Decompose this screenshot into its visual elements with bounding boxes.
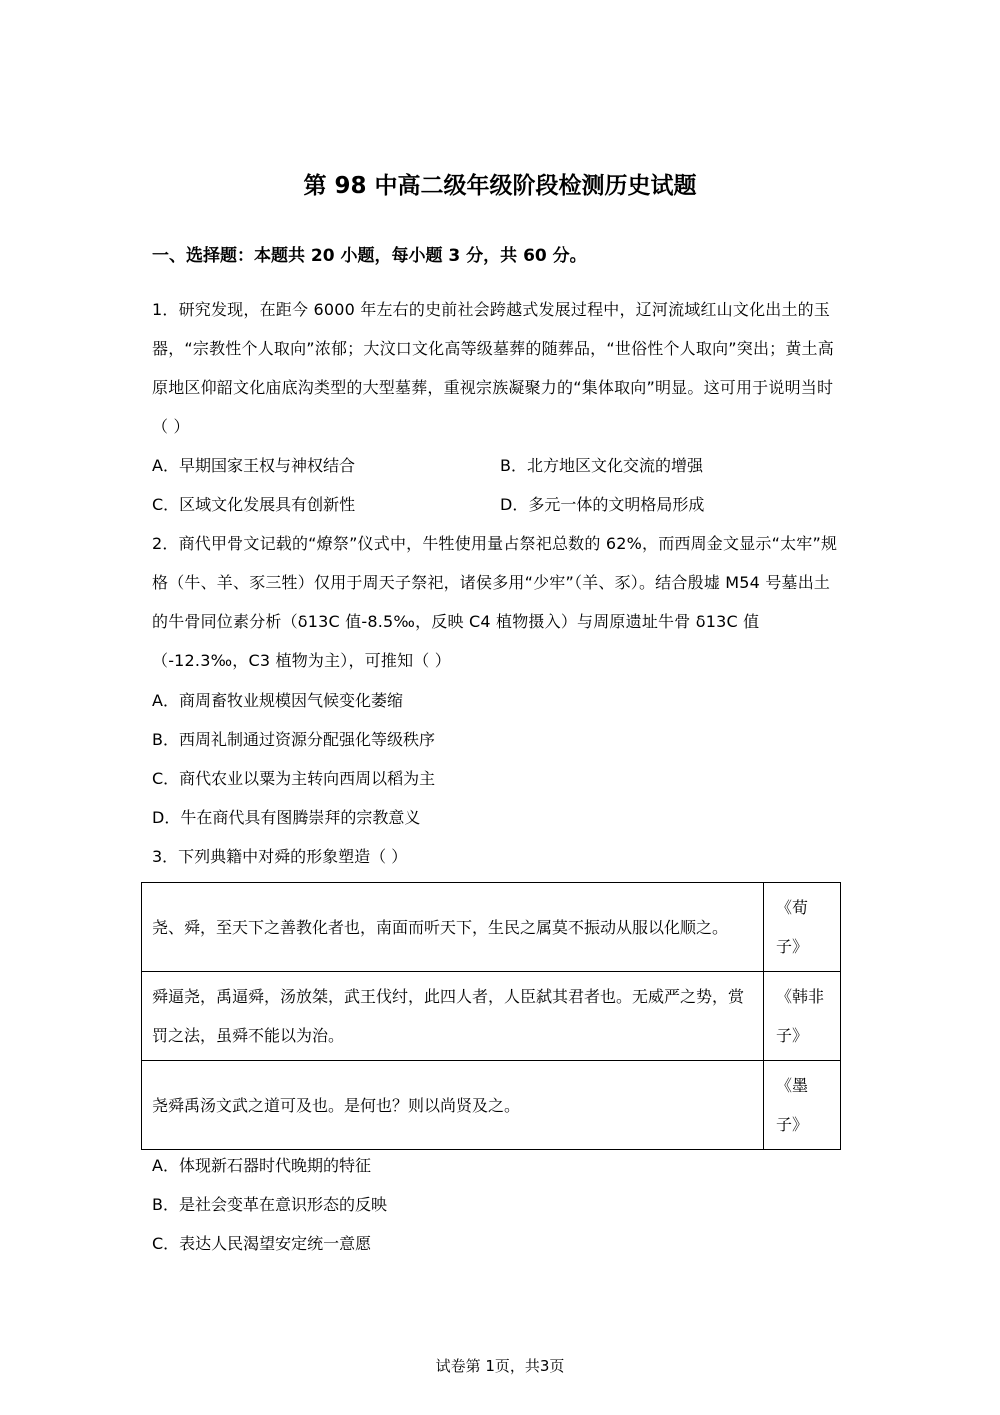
quote-text: 尧舜禹汤文武之道可及也。是何也？则以尚贤及之。 [142,1061,764,1150]
quotes-table [141,882,841,1150]
question-2-option-d: D．牛在商代具有图腾崇拜的宗教意义 [152,808,421,827]
question-3-option-b: B．是社会变革在意识形态的反映 [152,1195,387,1214]
table-row [142,883,841,972]
question-3-stem: 3．下列典籍中对舜的形象塑造（ ） [152,847,408,866]
quote-text: 尧、舜，至天下之善教化者也，南面而听天下，生民之属莫不振动从服以化顺之。 [142,883,764,972]
page-title: 第 98 中高二级年级阶段检测历史试题 [303,173,697,199]
question-2-option-b: B．西周礼制通过资源分配强化等级秩序 [152,730,435,749]
quote-source: 《荀子》 [764,883,841,972]
question-1-option-c: C．区域文化发展具有创新性 [152,495,356,514]
section-heading: 一、选择题：本题共 20 小题，每小题 3 分，共 60 分。 [152,246,587,266]
quote-source: 《韩非子》 [764,972,841,1061]
question-2-option-a: A．商周畜牧业规模因气候变化萎缩 [152,691,403,710]
table-row [142,1061,841,1150]
page-footer: 试卷第 1页，共3页 [435,1357,565,1375]
question-2-stem: 2．商代甲骨文记载的“燎祭”仪式中，牛牲使用量占祭祀总数的 62%，而西周金文显示“太牢”规格（牛、羊、豕三牲）仅用于周天子祭祀，诸侯多用“少牢”（羊、豕）。结合殷墟 M54 号墓出土的牛骨同位素分析（δ13C 值-8.5‰，反映 C4 植物摄入）与周原遗址牛骨 δ13C 值（-12.3‰，C3 植物为主），可推知（ ） [152,534,838,670]
table-row [142,972,841,1061]
question-2-option-c: C．商代农业以粟为主转向西周以稻为主 [152,769,436,788]
question-1-option-a: A．早期国家王权与神权结合 [152,456,355,475]
question-1-stem: 1．研究发现，在距今 6000 年左右的史前社会跨越式发展过程中，辽河流域红山文化出土的玉器，“宗教性个人取向”浓郁；大汶口文化高等级墓葬的随葬品，“世俗性个人取向”突出；黄土高原地区仰韶文化庙底沟类型的大型墓葬，重视宗族凝聚力的“集体取向”明显。这可用于说明当时（ ） [152,300,834,436]
question-1-option-d: D．多元一体的文明格局形成 [500,495,705,514]
quote-text: 舜逼尧，禹逼舜，汤放桀，武王伐纣，此四人者，人臣弑其君者也。无威严之势，赏罚之法，虽舜不能以为治。 [142,972,764,1061]
question-3-option-a: A．体现新石器时代晚期的特征 [152,1156,371,1175]
question-1-option-b: B．北方地区文化交流的增强 [500,456,703,475]
question-3-option-c: C．表达人民渴望安定统一意愿 [152,1234,372,1253]
quote-source: 《墨子》 [764,1061,841,1150]
